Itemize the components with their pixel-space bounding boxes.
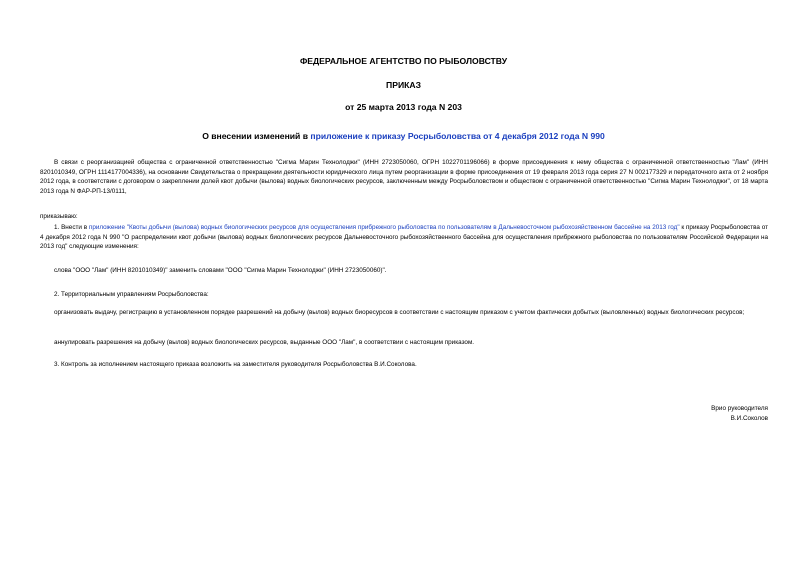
paragraph-order-word: приказываю:: [40, 213, 78, 220]
item-1-link[interactable]: приложение "Квоты добычи (вылова) водных биологических ресурсов для осуществления прибрежного рыболовства по пользователям в Дальневосточном рыбохозяйственном бассейне на 2013 год": [88, 224, 680, 231]
subject-prefix: О внесении изменений в: [202, 131, 311, 141]
paragraph-annul: аннулировать разрешения на добычу (вылов) водных биологических ресурсов, выданные ООО "Лам", в соответствии с настоящим приказом.: [54, 339, 475, 346]
paragraph-organize: организовать выдачу, регистрацию в установленном порядке разрешений на добычу (вылов) водных биоресурсов в соответствии с настоящим приказом с учетом фактически добытых (выловленных) водных биологических ресурсов;: [54, 309, 745, 316]
paragraph-item-3: 3. Контроль за исполнением настоящего приказа возложить на заместителя руководителя Росрыболовства В.И.Соколова.: [54, 361, 417, 368]
paragraph-item-2: 2. Территориальным управлениям Росрыболовства:: [54, 291, 209, 298]
paragraph-preamble: В связи с реорганизацией общества с ограниченной ответственностью "Сигма Марин Технолоджи" (ИНН 2723050060, ОГРН 1022701196066) в форме присоединения к нему общества с ограниченной ответственностью "Лам" (ИНН 8201010349, ОГРН 1114177004336), на основании Свидетельства о прекращении деятельности юридического лица путем реорганизации в форме присоединения от 19 февраля 2013 года серия 27 N 002177329 и передаточного акта от 2 ноября 2012 года, в соответствии с договором о закреплении долей квот добычи (вылова) водных биологических ресурсов, заключенным между Росрыболовством и обществом с ограниченной ответственностью "Сигма Марин Технолоджи", от 18 марта 2013 года N ФАР-РП-13/0111,: [40, 159, 768, 195]
item-1-suffix: к приказу Росрыболовства от 4 декабря 2012 года N 990 "О распределении квот добычи (вылова) водных биологических ресурсов Дальневосточного рыбохозяйственного бассейна для осуществления прибрежного рыболовства по пользователям Российской Федерации на 2013 год" следующие изменения:: [40, 224, 768, 251]
document-date-number: от 25 марта 2013 года N 203: [345, 102, 462, 112]
agency-title: ФЕДЕРАЛЬНОЕ АГЕНТСТВО ПО РЫБОЛОВСТВУ: [299, 56, 508, 66]
paragraph-replacement: слова "ООО "Лам" (ИНН 8201010349)" заменить словами "ООО "Сигма Марин Технолоджи" (ИНН 2723050060)".: [54, 267, 387, 274]
document-type: ПРИКАЗ: [386, 80, 421, 90]
signature-title: Врио руководителя: [711, 405, 768, 412]
item-1-prefix: 1. Внести в: [54, 224, 89, 231]
paragraph-item-1: [40, 223, 768, 252]
document-subject: [0, 131, 807, 141]
subject-link[interactable]: приложение к приказу Росрыболовства от 4 декабря 2012 года N 990: [310, 131, 605, 141]
signature-name: В.И.Соколов: [730, 415, 768, 422]
